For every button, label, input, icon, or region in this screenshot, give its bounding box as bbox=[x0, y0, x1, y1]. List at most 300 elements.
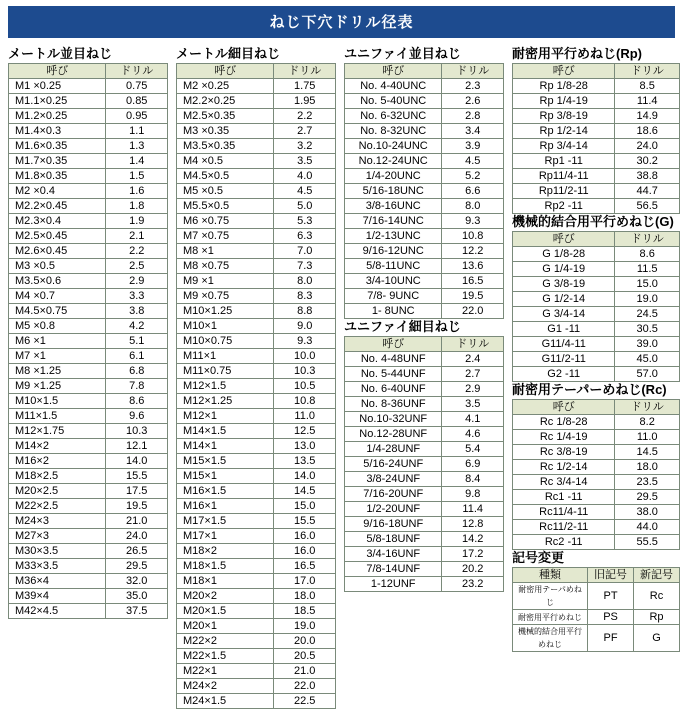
cell-name: No. 6-40UNF bbox=[345, 382, 442, 397]
table-row bbox=[345, 442, 504, 457]
table-row bbox=[177, 229, 336, 244]
cell-value: 20.2 bbox=[442, 562, 504, 577]
table-row bbox=[177, 259, 336, 274]
cell-name: M2.2×0.25 bbox=[177, 94, 274, 109]
column-header-name: 呼び bbox=[9, 64, 106, 79]
cell-value: 13.6 bbox=[442, 259, 504, 274]
table-row bbox=[9, 364, 168, 379]
cell-name: 1/2-13UNC bbox=[345, 229, 442, 244]
cell-name: G11/2-11 bbox=[513, 352, 615, 367]
cell-name: M1.2×0.25 bbox=[9, 109, 106, 124]
table-metric-fine bbox=[176, 63, 336, 709]
cell-value: 3.5 bbox=[274, 154, 336, 169]
section-heading-unified-coarse: ユニファイ並目ねじ bbox=[344, 46, 461, 61]
cell-value: 0.85 bbox=[106, 94, 168, 109]
cell-value: 2.7 bbox=[442, 367, 504, 382]
table-body-metric-coarse bbox=[9, 79, 168, 619]
cell-value: PS bbox=[588, 610, 634, 625]
table-row bbox=[513, 337, 680, 352]
table-row bbox=[9, 154, 168, 169]
cell-value: 18.5 bbox=[274, 604, 336, 619]
cell-value: 32.0 bbox=[106, 574, 168, 589]
cell-value: 11.4 bbox=[442, 502, 504, 517]
table-row bbox=[513, 625, 680, 652]
cell-value: 6.1 bbox=[106, 349, 168, 364]
cell-value: 10.8 bbox=[442, 229, 504, 244]
table-row bbox=[513, 307, 680, 322]
table-body-g bbox=[513, 247, 680, 382]
table-row bbox=[345, 502, 504, 517]
cell-name: M9 ×1 bbox=[177, 274, 274, 289]
cell-name: M2.2×0.45 bbox=[9, 199, 106, 214]
table-row bbox=[177, 574, 336, 589]
cell-value: 8.0 bbox=[274, 274, 336, 289]
table-body-metric-fine bbox=[177, 79, 336, 709]
cell-name: 3/8-24UNF bbox=[345, 472, 442, 487]
cell-name: M5 ×0.5 bbox=[177, 184, 274, 199]
table-symbol-change bbox=[512, 567, 680, 652]
table-header-row bbox=[345, 64, 504, 79]
column-header-drill: ドリル bbox=[615, 400, 680, 415]
table-body-rp bbox=[513, 79, 680, 214]
cell-value: 2.9 bbox=[106, 274, 168, 289]
table-row bbox=[513, 367, 680, 382]
cell-name: M10×0.75 bbox=[177, 334, 274, 349]
table-row bbox=[177, 409, 336, 424]
cell-value: 22.5 bbox=[274, 694, 336, 709]
table-row bbox=[513, 505, 680, 520]
cell-name: M5 ×0.8 bbox=[9, 319, 106, 334]
table-row bbox=[9, 139, 168, 154]
cell-name: M18×2.5 bbox=[9, 469, 106, 484]
section-heading-rc: 耐密用テーパーめねじ(Rc) bbox=[512, 382, 667, 397]
cell-value: 15.5 bbox=[106, 469, 168, 484]
table-row bbox=[177, 484, 336, 499]
section-heading-unified-fine: ユニファイ細目ねじ bbox=[344, 319, 461, 334]
table-row bbox=[9, 229, 168, 244]
cell-name: M18×1.5 bbox=[177, 559, 274, 574]
cell-name: M22×1 bbox=[177, 664, 274, 679]
cell-name: M5.5×0.5 bbox=[177, 199, 274, 214]
table-row bbox=[177, 664, 336, 679]
cell-name: 3/4-16UNF bbox=[345, 547, 442, 562]
table-row bbox=[345, 154, 504, 169]
cell-value: 22.0 bbox=[274, 679, 336, 694]
table-row bbox=[513, 292, 680, 307]
cell-name: M1.6×0.35 bbox=[9, 139, 106, 154]
cell-value: 10.8 bbox=[274, 394, 336, 409]
cell-value: 30.5 bbox=[615, 322, 680, 337]
cell-name: M2.5×0.45 bbox=[9, 229, 106, 244]
table-row bbox=[9, 289, 168, 304]
cell-name: 5/8-18UNF bbox=[345, 532, 442, 547]
cell-value: 9.3 bbox=[274, 334, 336, 349]
cell-name: G2 -11 bbox=[513, 367, 615, 382]
table-row bbox=[9, 604, 168, 619]
cell-name: Rp 1/4-19 bbox=[513, 94, 615, 109]
cell-name: M33×3.5 bbox=[9, 559, 106, 574]
table-row bbox=[513, 154, 680, 169]
table-row bbox=[513, 610, 680, 625]
table-row bbox=[9, 244, 168, 259]
table-row bbox=[177, 604, 336, 619]
table-row bbox=[177, 319, 336, 334]
table-header-row bbox=[177, 64, 336, 79]
cell-value: 18.0 bbox=[274, 589, 336, 604]
cell-value: 12.1 bbox=[106, 439, 168, 454]
table-header-row bbox=[513, 568, 680, 583]
table-unified-fine bbox=[344, 336, 504, 592]
table-row bbox=[513, 430, 680, 445]
table-row bbox=[177, 694, 336, 709]
cell-value: 10.3 bbox=[274, 364, 336, 379]
table-row bbox=[9, 349, 168, 364]
cell-name: Rp2 -11 bbox=[513, 199, 615, 214]
cell-value: PT bbox=[588, 583, 634, 610]
cell-value: 16.0 bbox=[274, 529, 336, 544]
cell-name: M42×4.5 bbox=[9, 604, 106, 619]
cell-value: 29.5 bbox=[615, 490, 680, 505]
table-row bbox=[345, 214, 504, 229]
cell-value: 7.8 bbox=[106, 379, 168, 394]
table-row bbox=[345, 124, 504, 139]
cell-name: M39×4 bbox=[9, 589, 106, 604]
cell-name: M7 ×1 bbox=[9, 349, 106, 364]
cell-value: 9.0 bbox=[274, 319, 336, 334]
column-header-name: 呼び bbox=[513, 232, 615, 247]
section-heading-metric-fine: メートル細目ねじ bbox=[176, 46, 281, 61]
cell-name: M18×2 bbox=[177, 544, 274, 559]
cell-value: 3.8 bbox=[106, 304, 168, 319]
table-body-symbol-change bbox=[513, 583, 680, 652]
cell-name: M2 ×0.25 bbox=[177, 79, 274, 94]
cell-name: M3.5×0.35 bbox=[177, 139, 274, 154]
table-row bbox=[513, 94, 680, 109]
table-row bbox=[177, 154, 336, 169]
table-unified-coarse bbox=[344, 63, 504, 319]
cell-value: 44.0 bbox=[615, 520, 680, 535]
table-row bbox=[177, 274, 336, 289]
cell-value: 2.1 bbox=[106, 229, 168, 244]
cell-value: 22.0 bbox=[442, 304, 504, 319]
cell-name: M2 ×0.4 bbox=[9, 184, 106, 199]
cell-name: M22×1.5 bbox=[177, 649, 274, 664]
cell-value: 23.5 bbox=[615, 475, 680, 490]
table-row bbox=[177, 649, 336, 664]
cell-name: M16×1 bbox=[177, 499, 274, 514]
cell-value: 5.3 bbox=[274, 214, 336, 229]
cell-name: M14×1 bbox=[177, 439, 274, 454]
table-row bbox=[345, 427, 504, 442]
cell-name: Rc 1/2-14 bbox=[513, 460, 615, 475]
cell-name: No. 5-44UNF bbox=[345, 367, 442, 382]
table-body-unified-coarse bbox=[345, 79, 504, 319]
column-header-type: 種類 bbox=[513, 568, 588, 583]
section-heading-rp: 耐密用平行めねじ(Rp) bbox=[512, 46, 642, 61]
cell-value: 2.3 bbox=[442, 79, 504, 94]
table-row bbox=[9, 199, 168, 214]
cell-value: 30.2 bbox=[615, 154, 680, 169]
column-header-drill: ドリル bbox=[615, 232, 680, 247]
cell-value: 8.5 bbox=[615, 79, 680, 94]
table-row bbox=[9, 214, 168, 229]
cell-name: M24×1.5 bbox=[177, 694, 274, 709]
table-row bbox=[513, 322, 680, 337]
table-row bbox=[9, 124, 168, 139]
table-row bbox=[177, 349, 336, 364]
cell-value: 45.0 bbox=[615, 352, 680, 367]
cell-value: 3.9 bbox=[442, 139, 504, 154]
column-header-drill: ドリル bbox=[442, 64, 504, 79]
cell-name: Rc 3/4-14 bbox=[513, 475, 615, 490]
table-header-row bbox=[345, 337, 504, 352]
cell-value: 8.2 bbox=[615, 415, 680, 430]
cell-value: 14.2 bbox=[442, 532, 504, 547]
cell-value: 3.2 bbox=[274, 139, 336, 154]
column-header-name: 呼び bbox=[177, 64, 274, 79]
cell-name: M4 ×0.5 bbox=[177, 154, 274, 169]
cell-value: 4.2 bbox=[106, 319, 168, 334]
table-row bbox=[513, 184, 680, 199]
cell-value: 20.0 bbox=[274, 634, 336, 649]
table-row bbox=[345, 259, 504, 274]
cell-name: M12×1.5 bbox=[177, 379, 274, 394]
cell-value: 11.4 bbox=[615, 94, 680, 109]
table-header-row bbox=[9, 64, 168, 79]
cell-name: M2.5×0.35 bbox=[177, 109, 274, 124]
cell-value: PF bbox=[588, 625, 634, 652]
table-row bbox=[9, 454, 168, 469]
cell-value: 15.0 bbox=[274, 499, 336, 514]
table-row bbox=[177, 499, 336, 514]
table-row bbox=[177, 124, 336, 139]
cell-value: 17.2 bbox=[442, 547, 504, 562]
cell-value: 24.5 bbox=[615, 307, 680, 322]
table-row bbox=[177, 529, 336, 544]
table-row bbox=[513, 169, 680, 184]
cell-value: 16.5 bbox=[274, 559, 336, 574]
cell-name: 1-12UNF bbox=[345, 577, 442, 592]
cell-name: M24×2 bbox=[177, 679, 274, 694]
section-heading-metric-coarse: メートル並目ねじ bbox=[8, 46, 113, 61]
table-row bbox=[177, 379, 336, 394]
cell-value: 20.5 bbox=[274, 649, 336, 664]
cell-value: 21.0 bbox=[274, 664, 336, 679]
table-header-row bbox=[513, 400, 680, 415]
cell-value: 1.9 bbox=[106, 214, 168, 229]
table-row bbox=[9, 274, 168, 289]
cell-value: 5.2 bbox=[442, 169, 504, 184]
cell-name: Rp1 -11 bbox=[513, 154, 615, 169]
table-row bbox=[177, 469, 336, 484]
cell-name: 1/4-28UNF bbox=[345, 442, 442, 457]
cell-value: 55.5 bbox=[615, 535, 680, 550]
cell-value: 24.0 bbox=[106, 529, 168, 544]
cell-name: M4.5×0.75 bbox=[9, 304, 106, 319]
table-row bbox=[9, 424, 168, 439]
section-heading-g: 機械的結合用平行めねじ(G) bbox=[512, 214, 674, 229]
page-title: ねじ下穴ドリル径表 bbox=[8, 6, 675, 38]
table-row bbox=[513, 124, 680, 139]
cell-name: M1.1×0.25 bbox=[9, 94, 106, 109]
table-row bbox=[177, 634, 336, 649]
cell-name: M11×1.5 bbox=[9, 409, 106, 424]
table-row bbox=[513, 79, 680, 94]
cell-name: No. 8-36UNF bbox=[345, 397, 442, 412]
table-row bbox=[177, 244, 336, 259]
table-row bbox=[177, 109, 336, 124]
cell-value: 38.8 bbox=[615, 169, 680, 184]
cell-name: M22×2.5 bbox=[9, 499, 106, 514]
cell-name: G 1/2-14 bbox=[513, 292, 615, 307]
cell-value: 2.7 bbox=[274, 124, 336, 139]
table-row bbox=[345, 94, 504, 109]
cell-value: 2.4 bbox=[442, 352, 504, 367]
cell-value: 11.0 bbox=[615, 430, 680, 445]
cell-value: 19.0 bbox=[615, 292, 680, 307]
table-row bbox=[345, 547, 504, 562]
table-row bbox=[9, 319, 168, 334]
cell-value: 2.2 bbox=[274, 109, 336, 124]
cell-name: Rp 3/8-19 bbox=[513, 109, 615, 124]
table-row bbox=[513, 490, 680, 505]
table-rp bbox=[512, 63, 680, 214]
cell-name: M12×1.25 bbox=[177, 394, 274, 409]
cell-name: Rc 1/4-19 bbox=[513, 430, 615, 445]
cell-value: 39.0 bbox=[615, 337, 680, 352]
table-row bbox=[9, 484, 168, 499]
cell-value: 6.8 bbox=[106, 364, 168, 379]
table-row bbox=[345, 139, 504, 154]
cell-name: M9 ×1.25 bbox=[9, 379, 106, 394]
table-row bbox=[345, 79, 504, 94]
cell-name: Rp 1/2-14 bbox=[513, 124, 615, 139]
cell-name: G 1/8-28 bbox=[513, 247, 615, 262]
cell-value: 8.3 bbox=[274, 289, 336, 304]
column-unified bbox=[344, 46, 504, 592]
cell-value: 8.0 bbox=[442, 199, 504, 214]
cell-name: G 3/4-14 bbox=[513, 307, 615, 322]
cell-value: 7.0 bbox=[274, 244, 336, 259]
table-row bbox=[9, 589, 168, 604]
table-row bbox=[177, 544, 336, 559]
cell-name: Rc 3/8-19 bbox=[513, 445, 615, 460]
cell-value: 2.9 bbox=[442, 382, 504, 397]
cell-name: 3/4-10UNC bbox=[345, 274, 442, 289]
cell-name: M6 ×1 bbox=[9, 334, 106, 349]
cell-name: M9 ×0.75 bbox=[177, 289, 274, 304]
cell-name: 7/16-20UNF bbox=[345, 487, 442, 502]
cell-name: No. 8-32UNC bbox=[345, 124, 442, 139]
cell-value: 9.8 bbox=[442, 487, 504, 502]
cell-name: M27×3 bbox=[9, 529, 106, 544]
table-row bbox=[9, 109, 168, 124]
table-row bbox=[345, 412, 504, 427]
table-row bbox=[345, 562, 504, 577]
table-row bbox=[9, 334, 168, 349]
cell-name: Rc 1/8-28 bbox=[513, 415, 615, 430]
cell-value: 2.8 bbox=[442, 109, 504, 124]
table-row bbox=[513, 139, 680, 154]
cell-name: Rc11/4-11 bbox=[513, 505, 615, 520]
table-row bbox=[345, 577, 504, 592]
cell-name: M14×2 bbox=[9, 439, 106, 454]
cell-value: 8.6 bbox=[106, 394, 168, 409]
table-g bbox=[512, 231, 680, 382]
cell-name: M2.3×0.4 bbox=[9, 214, 106, 229]
cell-value: 7.3 bbox=[274, 259, 336, 274]
cell-name: M20×2 bbox=[177, 589, 274, 604]
cell-name: G 3/8-19 bbox=[513, 277, 615, 292]
cell-name: 5/8-11UNC bbox=[345, 259, 442, 274]
table-row bbox=[9, 259, 168, 274]
cell-value: 57.0 bbox=[615, 367, 680, 382]
cell-name: M4 ×0.7 bbox=[9, 289, 106, 304]
cell-value: 1.1 bbox=[106, 124, 168, 139]
table-row bbox=[177, 394, 336, 409]
cell-name: M1.4×0.3 bbox=[9, 124, 106, 139]
cell-value: 21.0 bbox=[106, 514, 168, 529]
cell-value: 37.5 bbox=[106, 604, 168, 619]
table-row bbox=[9, 394, 168, 409]
table-row bbox=[9, 559, 168, 574]
table-row bbox=[513, 247, 680, 262]
cell-name: No.12-28UNF bbox=[345, 427, 442, 442]
cell-name: M10×1.25 bbox=[177, 304, 274, 319]
cell-value: 26.5 bbox=[106, 544, 168, 559]
table-row bbox=[177, 184, 336, 199]
cell-name: M8 ×1 bbox=[177, 244, 274, 259]
cell-value: 29.5 bbox=[106, 559, 168, 574]
table-row bbox=[9, 379, 168, 394]
cell-name: G 1/4-19 bbox=[513, 262, 615, 277]
cell-value: 14.0 bbox=[274, 469, 336, 484]
cell-value: 1.8 bbox=[106, 199, 168, 214]
cell-value: 1.3 bbox=[106, 139, 168, 154]
cell-value: 19.0 bbox=[274, 619, 336, 634]
cell-value: 19.5 bbox=[442, 289, 504, 304]
cell-value: 24.0 bbox=[615, 139, 680, 154]
cell-name: M22×2 bbox=[177, 634, 274, 649]
cell-name: G1 -11 bbox=[513, 322, 615, 337]
cell-name: M17×1 bbox=[177, 529, 274, 544]
cell-name: M16×2 bbox=[9, 454, 106, 469]
cell-name: No.12-24UNC bbox=[345, 154, 442, 169]
table-row bbox=[9, 439, 168, 454]
cell-value: 4.5 bbox=[442, 154, 504, 169]
cell-name: M3 ×0.35 bbox=[177, 124, 274, 139]
cell-name: M20×2.5 bbox=[9, 484, 106, 499]
table-row bbox=[513, 535, 680, 550]
table-body-unified-fine bbox=[345, 352, 504, 592]
column-header-name: 呼び bbox=[345, 64, 442, 79]
cell-name: G11/4-11 bbox=[513, 337, 615, 352]
cell-value: 18.6 bbox=[615, 124, 680, 139]
table-row bbox=[345, 457, 504, 472]
cell-value: 1.75 bbox=[274, 79, 336, 94]
cell-name: M12×1.75 bbox=[9, 424, 106, 439]
table-row bbox=[513, 583, 680, 610]
cell-value: 2.2 bbox=[106, 244, 168, 259]
table-row bbox=[345, 244, 504, 259]
cell-name: M36×4 bbox=[9, 574, 106, 589]
cell-name: M30×3.5 bbox=[9, 544, 106, 559]
table-metric-coarse bbox=[8, 63, 168, 619]
cell-value: 35.0 bbox=[106, 589, 168, 604]
cell-name: M11×0.75 bbox=[177, 364, 274, 379]
cell-name: M18×1 bbox=[177, 574, 274, 589]
table-row bbox=[177, 79, 336, 94]
